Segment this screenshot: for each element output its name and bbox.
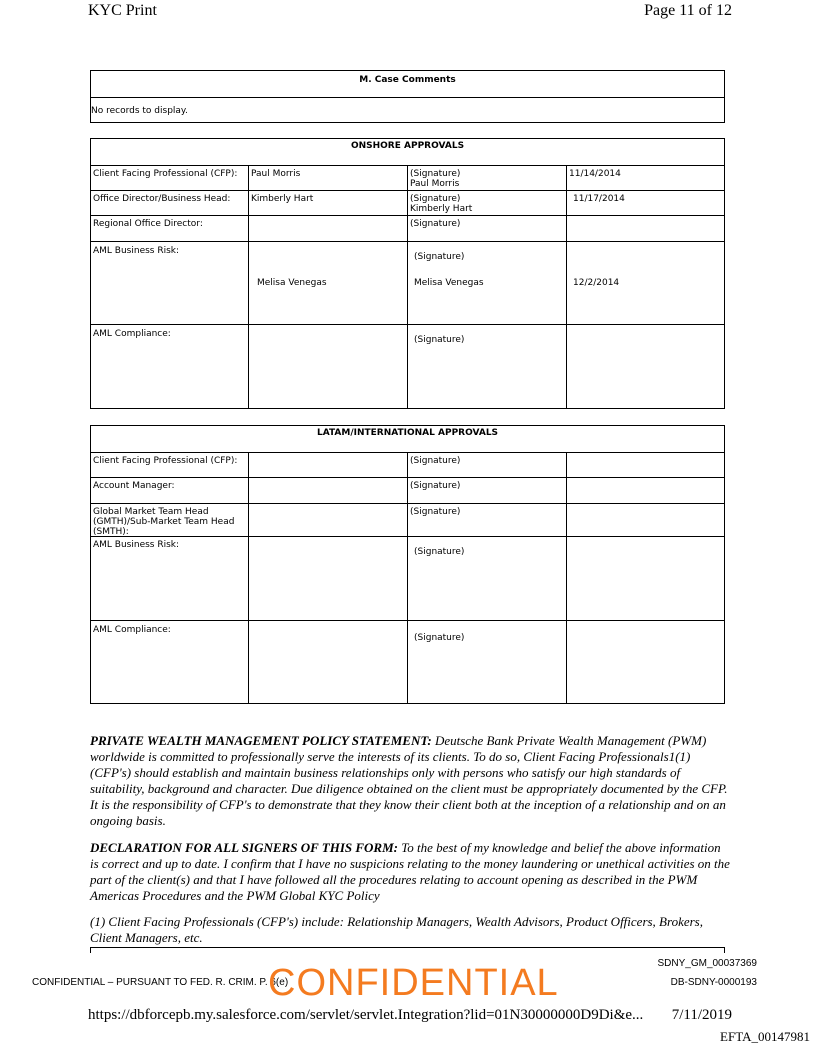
- footer-divider-tick-left: [90, 947, 91, 953]
- page-indicator: Page 11 of 12: [644, 2, 732, 19]
- role-label: AML Compliance:: [93, 329, 171, 339]
- latam-row-gmth: [91, 503, 724, 536]
- approver-name: Melisa Venegas: [257, 278, 327, 288]
- latam-row-aml-compliance: [91, 620, 724, 703]
- signature-label: (Signature): [410, 169, 461, 179]
- approval-date: 11/17/2014: [573, 194, 625, 204]
- latam-approvals-table: [90, 425, 725, 704]
- latam-row-aml-business-risk: [91, 536, 724, 620]
- print-title: KYC Print: [88, 2, 157, 19]
- onshore-row-regional-director: [91, 215, 724, 241]
- signature-label: (Signature): [410, 507, 461, 517]
- no-records-text: No records to display.: [91, 106, 188, 116]
- case-comments-empty-row: [91, 97, 724, 122]
- role-label: Client Facing Professional (CFP):: [93, 456, 238, 466]
- policy-statement: [90, 733, 730, 829]
- declaration-statement: [90, 840, 730, 904]
- signature-label: (Signature): [410, 456, 461, 466]
- footer-divider-tick-right: [724, 947, 725, 953]
- declaration-heading: DECLARATION FOR ALL SIGNERS OF THIS FORM:: [90, 840, 398, 855]
- onshore-header: [91, 139, 724, 165]
- policy-heading: PRIVATE WEALTH MANAGEMENT POLICY STATEMENT:: [90, 733, 432, 748]
- signature-label: (Signature): [410, 481, 461, 491]
- signature-label: (Signature): [414, 633, 465, 643]
- approval-date: 11/14/2014: [569, 169, 621, 179]
- role-label: AML Compliance:: [93, 625, 171, 635]
- latam-title: LATAM/INTERNATIONAL APPROVALS: [316, 428, 499, 438]
- signature-name: Kimberly Hart: [410, 204, 473, 214]
- latam-header: [91, 426, 724, 452]
- signature-label: (Signature): [414, 547, 465, 557]
- signature-name: Paul Morris: [410, 179, 460, 189]
- signature-label: (Signature): [410, 194, 461, 204]
- footer-divider: [90, 947, 725, 948]
- onshore-row-aml-compliance: [91, 324, 724, 408]
- latam-row-cfp: [91, 452, 724, 477]
- efta-number: EFTA_00147981: [720, 1029, 810, 1044]
- signature-name: Melisa Venegas: [414, 278, 484, 288]
- onshore-row-aml-business-risk: [91, 241, 724, 324]
- approval-date: 12/2/2014: [573, 278, 620, 288]
- approver-name: Paul Morris: [251, 169, 301, 179]
- role-label: AML Business Risk:: [93, 246, 180, 256]
- footnote: (1) Client Facing Professionals (CFP's) include: Relationship Managers, Wealth Advisors, Product Officers, Brokers, Client Managers, etc.: [90, 914, 703, 945]
- role-label: Office Director/Business Head:: [93, 194, 231, 204]
- print-date: 7/11/2019: [671, 1007, 732, 1023]
- latam-row-account-manager: [91, 477, 724, 503]
- onshore-title: ONSHORE APPROVALS: [350, 141, 465, 151]
- case-comments-table: [90, 70, 725, 123]
- bates-number-1: SDNY_GM_00037369: [657, 958, 757, 969]
- onshore-row-office-director: [91, 190, 724, 215]
- role-label: AML Business Risk:: [93, 540, 180, 550]
- confidential-stamp: CONFIDENTIAL: [268, 962, 559, 1004]
- approver-name: Kimberly Hart: [251, 194, 314, 204]
- case-comments-header: [91, 71, 724, 97]
- declaration-body: To the best of my knowledge and belief the above information is correct and up to date. I confirm that I have no suspicions relating to the money laundering or unethical activities on the part of the client(s) and that I have followed all the procedures relating to account opening as described in the PWM Americas Procedures and the PWM Global KYC Policy: [90, 840, 730, 903]
- role-label-line-3: (SMTH):: [93, 527, 129, 537]
- confidential-notice: CONFIDENTIAL – PURSUANT TO FED. R. CRIM. P. 6(e): [32, 977, 289, 988]
- role-label: Client Facing Professional (CFP):: [93, 169, 238, 179]
- signature-label: (Signature): [414, 335, 465, 345]
- signature-label: (Signature): [410, 219, 461, 229]
- onshore-approvals-table: [90, 138, 725, 409]
- role-label-line-2: (GMTH)/Sub-Market Team Head: [93, 517, 235, 527]
- role-label: Account Manager:: [93, 481, 175, 491]
- source-url: https://dbforcepb.my.salesforce.com/servlet/servlet.Integration?lid=01N30000000D9Di&e...: [88, 1007, 644, 1023]
- role-label-line-1: Global Market Team Head: [93, 507, 209, 517]
- role-label: Regional Office Director:: [93, 219, 203, 229]
- onshore-row-cfp: [91, 165, 724, 190]
- case-comments-title: M. Case Comments: [359, 75, 456, 85]
- bates-number-2: DB-SDNY-0000193: [670, 977, 757, 988]
- signature-label: (Signature): [414, 252, 465, 262]
- policy-body: Deutsche Bank Private Wealth Management (PWM) worldwide is committed to professionally serve the interests of its clients. To do so, Client Facing Professionals1(1) (CFP's) should establish and maintain business relationships only with persons who satisfy our high standards of suitability, background and character. Due diligence obtained on the client must be appropriately documented by the CFP. It is the responsibility of CFP's to demonstrate that they know their client both at the inception of a relationship and on an ongoing basis.: [90, 733, 728, 828]
